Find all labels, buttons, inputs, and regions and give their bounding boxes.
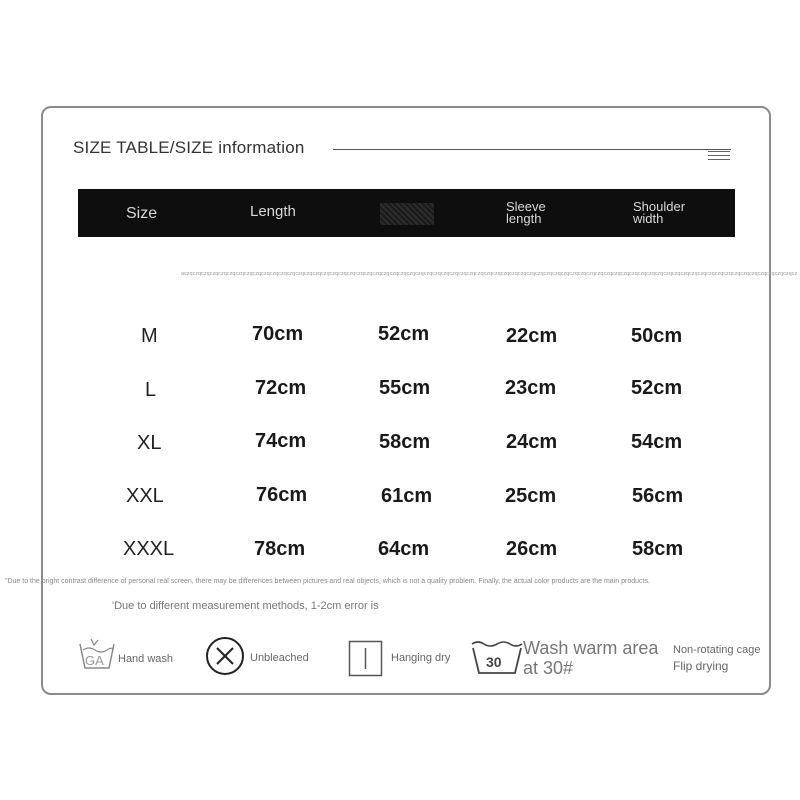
hand-wash-basin-icon bbox=[77, 636, 117, 672]
row-xxxl-size: XXXL bbox=[123, 538, 175, 560]
row-xl-bust: 58cm bbox=[379, 431, 431, 453]
row-xxl-size: XXL bbox=[126, 485, 164, 507]
header-sleeve-line1: Sleeve bbox=[506, 199, 546, 214]
row-xxl-sleeve: 25cm bbox=[505, 485, 557, 507]
header-sleeve-line2: length bbox=[506, 211, 542, 226]
care-wash-warm bbox=[523, 638, 693, 678]
care-wash-warm-line2: at 30# bbox=[523, 658, 574, 678]
row-l-size: L bbox=[145, 379, 157, 401]
row-xl-sleeve: 24cm bbox=[506, 431, 558, 453]
row-m-sleeve: 22cm bbox=[506, 325, 558, 347]
hamburger-lines-icon bbox=[708, 151, 730, 160]
title-divider bbox=[333, 149, 731, 150]
header-length: Length bbox=[250, 203, 296, 220]
care-hanging-dry: Hanging dry bbox=[391, 652, 451, 664]
row-m-bust: 52cm bbox=[378, 323, 430, 345]
disclaimer-measurement: 'Due to different measurement methods, 1-2cm error is bbox=[112, 600, 379, 612]
row-m-length: 70cm bbox=[252, 323, 304, 345]
page-title: SIZE TABLE/SIZE information bbox=[73, 138, 305, 157]
row-xxxl-shoulder: 58cm bbox=[632, 538, 684, 560]
care-unbleached: Unbleached bbox=[250, 652, 309, 664]
row-l-bust: 55cm bbox=[379, 377, 431, 399]
row-l-length: 72cm bbox=[255, 377, 307, 399]
care-cage-line2: Flip drying bbox=[673, 659, 729, 673]
header-size: Size bbox=[126, 205, 158, 222]
square-line-icon bbox=[348, 640, 384, 678]
row-xl-size: XL bbox=[137, 432, 162, 454]
header-shoulder-line1: Shoulder bbox=[633, 199, 686, 214]
header-shoulder-line2: width bbox=[633, 211, 664, 226]
care-wash-warm-line1: Wash warm area bbox=[523, 638, 659, 658]
row-xxxl-bust: 64cm bbox=[378, 538, 430, 560]
row-xxl-shoulder: 56cm bbox=[632, 485, 684, 507]
garbled-text-strip: aczqczqczqczqczqczqczqczqczqczqczqczqczqczqczqczqczqczqczqczqczqczqczqczqczqczqczqczqczqczqczqczqczqczqczqczqczqczqczqczqczqczqczqczqczqczqczqczqczqczqczqczqczqczqczqczqczqczqczqczqczqczqczqczqczqczqczqczqczqczqczqcz bbox=[181, 271, 798, 277]
care-hand-wash: Hand wash bbox=[118, 653, 174, 665]
wash-icon-number: 30 bbox=[486, 654, 502, 670]
header-shoulder bbox=[633, 201, 703, 225]
row-m-shoulder: 50cm bbox=[631, 325, 683, 347]
row-m-size: M bbox=[141, 325, 158, 347]
row-l-sleeve: 23cm bbox=[505, 377, 557, 399]
care-cage-drying bbox=[673, 642, 783, 674]
row-xxl-bust: 61cm bbox=[381, 485, 433, 507]
disclaimer-color: "Due to the bright contrast difference of personal real screen, there may be differences between pictures and real objects, which is not a quality problem. Finally, the actual color products are the main products. bbox=[5, 578, 650, 585]
row-xxl-length: 76cm bbox=[256, 484, 308, 506]
header-bust-smudge bbox=[380, 203, 434, 225]
row-xl-shoulder: 54cm bbox=[631, 431, 683, 453]
wash-tub-30-icon bbox=[470, 640, 524, 676]
header-sleeve bbox=[506, 201, 566, 225]
row-xl-length: 74cm bbox=[255, 430, 307, 452]
table-header bbox=[78, 189, 735, 237]
row-xxxl-length: 78cm bbox=[254, 538, 306, 560]
care-cage-line1: Non-rotating cage bbox=[673, 644, 761, 656]
row-l-shoulder: 52cm bbox=[631, 377, 683, 399]
circle-x-icon bbox=[205, 636, 245, 676]
hand-wash-icon-text: GA bbox=[85, 653, 104, 668]
row-xxxl-sleeve: 26cm bbox=[506, 538, 558, 560]
